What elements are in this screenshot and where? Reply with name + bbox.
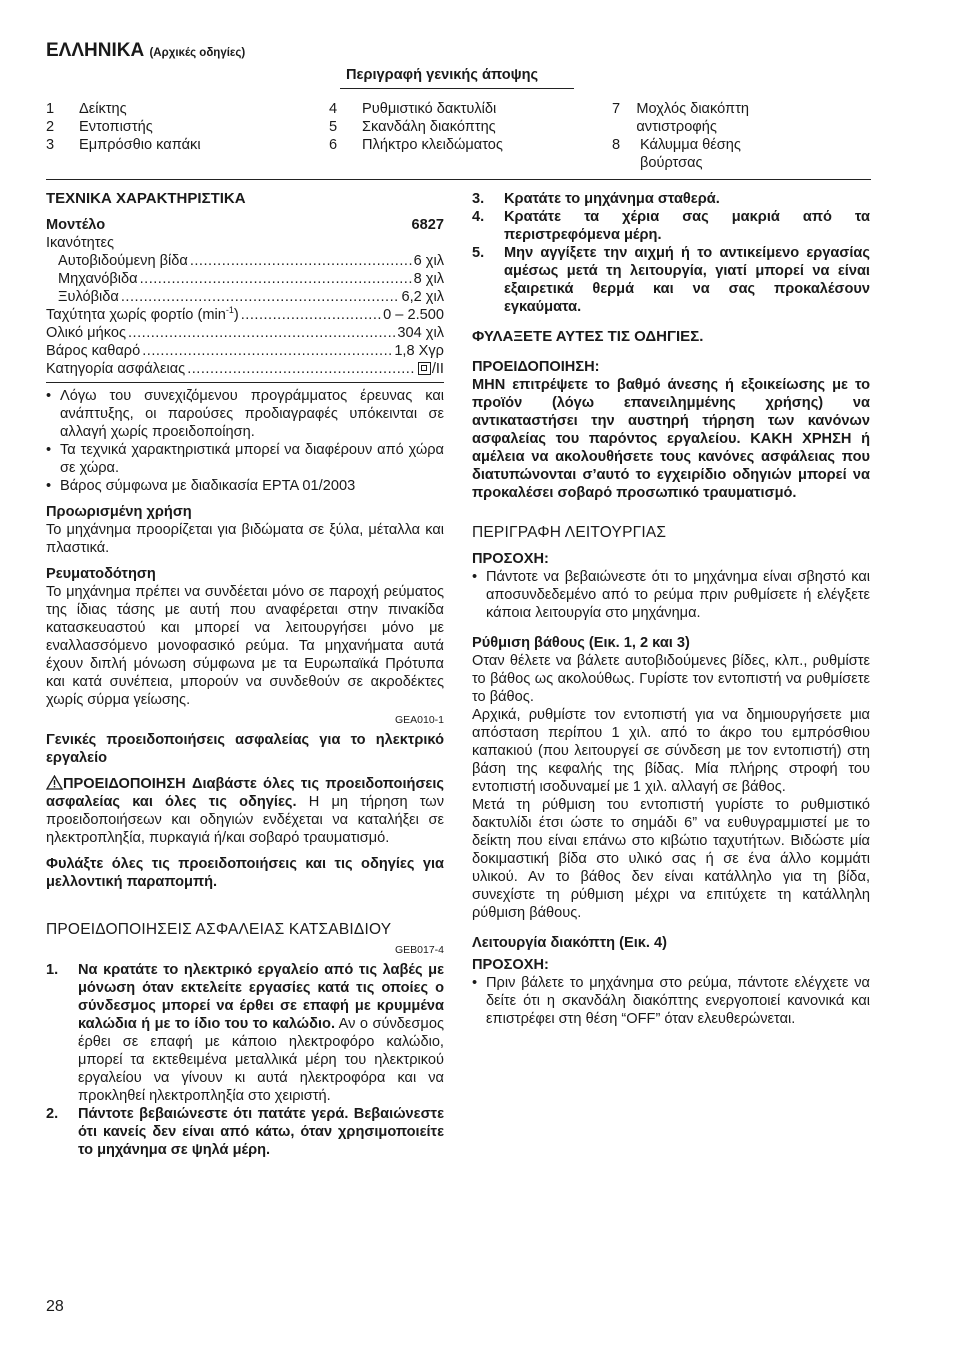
- document-language-heading: [46, 40, 245, 64]
- parts-column-3: [612, 100, 782, 172]
- warning-label: ΠΡΟΕΙΔΟΠΟΙΗΣΗ: [63, 776, 186, 792]
- list-item: • Πάντοτε να βεβαιώνεστε ότι το μηχάνημα είναι σβηστό και αποσυνδεδεμένο από το ρεύμα πριν ρυθμίσετε ή ελέγξετε κάποια λειτουργία στο μηχάνημα.: [472, 569, 870, 621]
- part-item: 5 Σκανδάλη διακόπτης: [329, 119, 496, 135]
- keep-instructions: Φυλάξτε όλες τις προειδοποιήσεις και τις οδηγίες για μελλοντική παραπομπή.: [46, 856, 444, 890]
- depth-paragraph: Αρχικά, ρυθμίστε τον εντοπιστή για να δημιουργήσετε μια απόσταση περίπου 1 χιλ. από το άκρο του εμπρόσθιου καπακιού (που λειτουργεί σε σύνδεση με τον εντοπιστή) στη βάση της κεφαλής της βίδας. Μία πλήρης στροφή του εντοπιστή ισοδυναμεί με 1 χιλ. αλλαγή σε βάθος.: [472, 707, 870, 795]
- page-number: 28: [46, 1298, 64, 1315]
- capacities-label: Ικανότητες: [46, 235, 115, 251]
- subtitle-underline: [340, 88, 574, 89]
- list-item: • Πριν βάλετε το μηχάνημα στο ρεύμα, πάντοτε ελέγχετε να δείτε ότι η σκανδάλη διακόπτης ενεργοποιεί κανονικά και επιστρέφει στη θέση “OFF” όταν ελευθερώνεται.: [472, 975, 870, 1027]
- section-divider: [46, 179, 871, 180]
- power-supply-heading: Ρευματοδότηση: [46, 566, 156, 582]
- parts-column-2: [329, 100, 599, 154]
- model-label: Μοντέλο: [46, 217, 106, 233]
- caution-label: ΠΡΟΣΟΧΗ:: [472, 551, 549, 567]
- list-item: • Τα τεχνικά χαρακτηριστικά μπορεί να διαφέρουν από χώρα σε χώρα.: [46, 442, 444, 476]
- spec-row: Μηχανόβιδα ..... 8 χιλ: [46, 270, 444, 288]
- warning-label: ΠΡΟΕΙΔΟΠΟΙΗΣΗ:: [472, 359, 600, 375]
- warning-text: Η μη τήρηση των προειδοποιήσεων και οδηγιών ενδέχεται να καταλήξει σε ηλεκτροπληξία, πυρκαγιά ή/και σοβαρό τραυματισμό.: [46, 794, 445, 846]
- list-item: 3. Κρατάτε το μηχάνημα σταθερά.: [472, 191, 720, 207]
- list-item: 5. Μην αγγίξετε την αιχμή ή το αντικείμενο εργασίας αμέσως μετά τη λειτουργία, γιατί μπορεί να είναι εξαιρετικά θερμά και να σας προκαλέσουν εγκαύματα.: [472, 245, 870, 315]
- left-column: [46, 190, 444, 1159]
- intended-use-heading: Προωρισμένη χρήση: [46, 504, 192, 520]
- parts-column-1: [46, 100, 316, 154]
- list-item: • Λόγω του συνεχιζόμενου προγράμματος έρευνας και ανάπτυξης, οι παρούσες προδιαγραφές υπόκεινται σε αλλαγή χωρίς προειδοποίηση.: [46, 388, 444, 440]
- screwdriver-safety-heading: ΠΡΟΕΙΔΟΠΟΙΗΣΕΙΣ ΑΣΦΑΛΕΙΑΣ ΚΑΤΣΑΒΙΔΙΟΥ: [46, 921, 392, 938]
- depth-heading: Ρύθμιση βάθους (Εικ. 1, 2 και 3): [472, 635, 690, 651]
- warning-triangle-icon: [46, 775, 63, 790]
- model-value: 6827: [411, 217, 444, 233]
- part-item: 6 Πλήκτρο κλειδώματος: [329, 137, 503, 153]
- part-item: 2 Εντοπιστής: [46, 119, 153, 135]
- warning-bold: Διαβάστε όλες τις προειδοποιήσεις ασφαλείας και όλες τις οδηγίες.: [46, 776, 444, 810]
- language-title: ΕΛΛΗΝΙΚΑ: [46, 40, 145, 61]
- list-item: • Βάρος σύμφωνα με διαδικασία EPTA 01/2003: [46, 478, 356, 494]
- part-item: 8 Κάλυμμα θέσης βούρτσας: [612, 137, 741, 171]
- specs-heading: ΤΕΧΝΙΚΑ ΧΑΡΑΚΤΗΡΙΣΤΙΚΑ: [46, 190, 246, 207]
- spec-row: Βάρος καθαρό ..... 1,8 Χγρ: [46, 342, 444, 360]
- safety-class-row: Κατηγορία ασφάλειας ..... /II: [46, 360, 444, 378]
- part-item: 3 Εμπρόσθιο καπάκι: [46, 137, 201, 153]
- specs-divider: [46, 382, 444, 383]
- keep-these-instructions: ΦΥΛΑΞΕΤΕ ΑΥΤΕΣ ΤΙΣ ΟΔΗΓΙΕΣ.: [472, 328, 704, 345]
- spec-row: Αυτοβιδούμενη βίδα ..... 6 χιλ: [46, 252, 444, 270]
- list-item: 2. Πάντοτε βεβαιώνεστε ότι πατάτε γερά. Βεβαιώνεστε ότι κανείς δεν είναι από κάτω, όταν χρησιμοποιείτε το μηχάνημα σε ψηλά μέρη.: [46, 1106, 444, 1158]
- depth-paragraph: Οταν θέλετε να βάλετε αυτοβιδούμενες βίδες, κλπ., ρυθμίστε το βάθος ως ακολούθως. Γυρίστε τον εντοπιστή να ρυθμίσετε το βάθος.: [472, 653, 870, 705]
- switch-heading: Λειτουργία διακόπτη (Εικ. 4): [472, 935, 668, 951]
- spec-row: Ταχύτητα χωρίς φορτίο $(\min^{-1})$ ..... 0 – 2.500: [46, 306, 444, 324]
- general-warnings-heading: Γενικές προειδοποιήσεις ασφαλείας για το ηλεκτρικό εργαλείο: [46, 732, 444, 766]
- double-insulation-icon: [418, 362, 431, 375]
- overview-subtitle: Περιγραφή γενικής άποψης: [346, 67, 539, 83]
- doc-code: GEB017-4: [394, 944, 444, 956]
- power-supply-text: Το μηχάνημα πρέπει να συνδέεται μόνο σε παροχή ρεύματος της ίδιας τάσης με αυτή που αναφέρεται στην πινακίδα κατασκευαστού και μπορεί να λειτουργήσει μόνο με εναλλασσόμενο μονοφασικό ρεύμα. Τα μηχανήματα αυτά έχουν διπλή μόνωση σύμφωνα με τα Ευρωπαϊκά Πρότυπα και κατά συνέπεια, μπορούν να συνδεθούν σε ακροδέκτες χωρίς σύρμα γείωσης.: [46, 584, 444, 708]
- part-item: 7 Μοχλός διακόπτη αντιστροφής: [612, 101, 749, 135]
- right-column: [472, 190, 870, 1028]
- list-item: 4. Κρατάτε τα χέρια σας μακριά από τα περιστρεφόμενα μέρη.: [472, 209, 870, 243]
- doc-code: GEA010-1: [394, 714, 444, 726]
- general-warning-paragraph: [46, 775, 444, 847]
- spec-row: Ξυλόβιδα ..... 6,2 χιλ: [46, 288, 444, 306]
- model-row: [46, 216, 444, 234]
- language-note: (Αρχικές οδηγίες): [149, 47, 246, 59]
- part-item: 4 Ρυθμιστικό δακτυλίδι: [329, 101, 497, 117]
- list-item: 1. Να κρατάτε το ηλεκτρικό εργαλείο από τις λαβές με μόνωση όταν εκτελείτε εργασίες κατά τις οποίες ο σύνδεσμος μπορεί να έρθει σε επαφή με κρυμμένα καλώδια ή με το ίδιο του το καλώδιο. Αν ο σύνδεσμος έρθει σε επαφή με κάποιο ηλεκτροφόρο καλώδιο, μπορεί τα εκτεθειμένα μεταλλικά μέρη του ηλεκτρικού εργαλείου να γίνουν κι αυτά ηλεκτροφόρα και να προκληθεί ηλεκτροπληξία στο χειριστή.: [46, 962, 444, 1104]
- depth-paragraph: Μετά τη ρύθμιση του εντοπιστή γυρίστε το ρυθμιστικό δακτυλίδι έτσι ώστε το σημάδι 6” να ευθυγραμμιστεί με το δείκτη που είναι επάνω στο κιβώτιο ταχυτήτων. Βιδώστε μία δοκιμαστική βίδα στο υλικό σας ή σε ένα άλλο κομμάτι υλικού. Αν το βάθος δεν είναι κατάλληλο για τη βίδα, συνεχίστε τη ρύθμιση μέχρι να επιτύχετε τη κατάλληλη ρύθμιση βάθους.: [472, 797, 870, 921]
- intended-use-text: Το μηχάνημα προορίζεται για βιδώματα σε ξύλα, μέταλλα και πλαστικά.: [46, 522, 444, 556]
- warning-text: ΜΗΝ επιτρέψετε το βαθμό άνεσης ή εξοικείωσης με το προϊόν (λόγω επανειλημμένης χρήσης) να αντικαταστήσει την αυστηρή τήρηση των κανόνων ασφαλείας του παρόντος εργαλείου. ΚΑΚΗ ΧΡΗΣΗ ή αμέλεια να ακολουθήσετε τους κανόνες ασφάλειας που διατυπώνονται σ’αυτό το εγχειρίδιο οδηγιών μπορεί να προκαλέσει σοβαρό προσωπικό τραυματισμό.: [472, 377, 870, 501]
- caution-label: ΠΡΟΣΟΧΗ:: [472, 957, 549, 973]
- operation-heading: ΠΕΡΙΓΡΑΦΗ ΛΕΙΤΟΥΡΓΙΑΣ: [472, 524, 667, 541]
- spec-row: Ολικό μήκος ..... 304 χιλ: [46, 324, 444, 342]
- part-item: 1 Δείκτης: [46, 101, 127, 117]
